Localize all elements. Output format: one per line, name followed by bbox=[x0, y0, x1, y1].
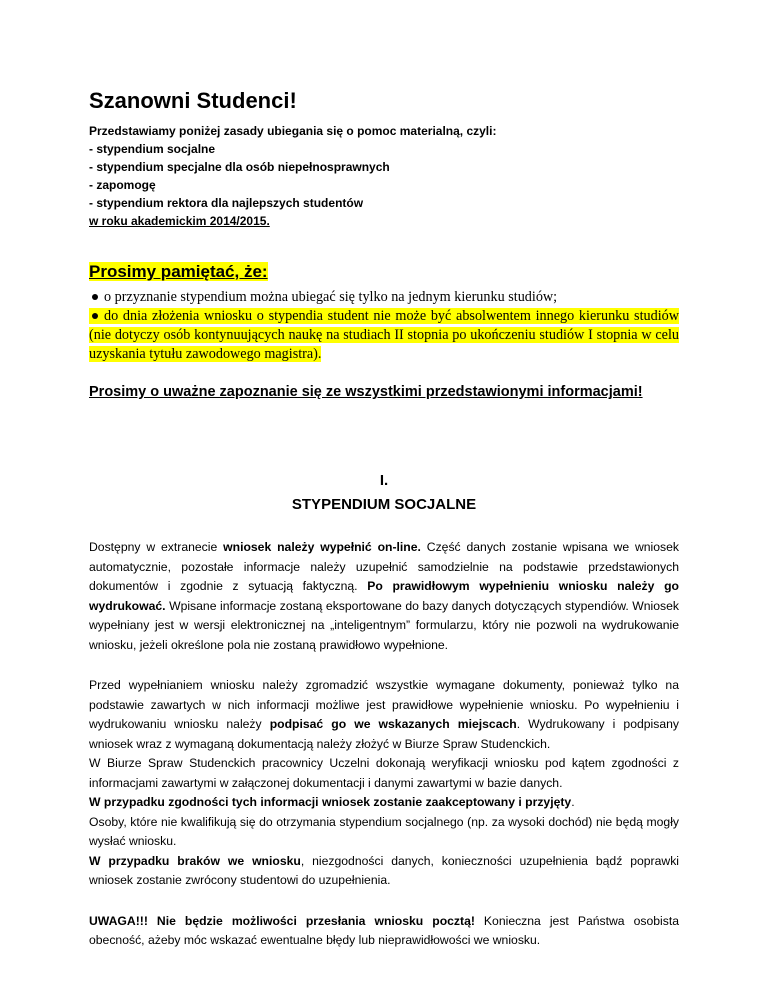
intro-lead: Przedstawiamy poniżej zasady ubiegania się o pomoc materialną, czyli: bbox=[89, 124, 497, 138]
section-title: STYPENDIUM SOCJALNE bbox=[291, 496, 477, 513]
text-run: Część danych zostanie wpisana we wniosek automatycznie, pozostałe informacje należy uzupełnić samodzielnie na podstawie przedstawionych dokumentów i zgodnie z sytuacją faktyczną. bbox=[89, 540, 680, 593]
bullet-icon bbox=[92, 294, 98, 300]
intro-item: - stypendium socjalne bbox=[89, 142, 216, 156]
intro-item: - stypendium specjalne dla osób niepełnosprawnych bbox=[89, 160, 390, 174]
text-run-bold: W przypadku braków we wniosku bbox=[89, 853, 301, 868]
text-run: Dostępny w extranecie bbox=[89, 540, 224, 554]
remember-heading bbox=[89, 260, 679, 284]
document-content bbox=[89, 86, 679, 963]
remember-list bbox=[89, 288, 679, 364]
remember-heading-text: Prosimy pamiętać, że: bbox=[89, 262, 268, 281]
page-title: Szanowni Studenci! bbox=[89, 88, 297, 113]
text-run: . bbox=[571, 795, 575, 809]
text-line-wrap bbox=[89, 793, 679, 813]
text-line: W Biurze Spraw Studenckich pracownicy Uczelni dokonają weryfikacji wniosku pod kątem zgodności z informacjami zawartymi w załączonej dokumentacji i danymi zawartymi w bazie danych. bbox=[89, 756, 679, 790]
intro-item: - stypendium rektora dla najlepszych studentów bbox=[89, 196, 364, 210]
text-line-wrap bbox=[89, 852, 679, 891]
bullet-text: do dnia złożenia wniosku o stypendia student nie może być absolwentem innego kierunku studiów (nie dotyczy osób kontynuujących naukę na studiach II stopnia po ukończeniu studiów I stopnia w celu uzyskania tytułu zawodowego magistra). bbox=[89, 308, 679, 362]
list-item bbox=[89, 288, 679, 307]
paragraph-warning bbox=[89, 912, 679, 951]
academic-year: w roku akademickim 2014/2015. bbox=[89, 214, 270, 228]
text-run: Konieczna jest Państwa osobista obecność, ażeby móc wskazać ewentualne błędy lub nieprawidłowości we wniosku. bbox=[89, 913, 679, 947]
section-number: I. bbox=[379, 472, 389, 489]
intro-block bbox=[89, 122, 679, 230]
intro-item: - zapomogę bbox=[89, 178, 156, 192]
paragraph-documents bbox=[89, 676, 679, 891]
text-run-bold: podpisać go we wskazanych miejscach bbox=[269, 717, 517, 731]
text-line: Osoby, które nie kwalifikują się do otrzymania stypendium socjalnego (np. za wysoki dochód) nie będą mogły wysłać wniosku. bbox=[89, 814, 679, 848]
text-run: . Wydrukowany i podpisany wniosek wraz z wymaganą dokumentacją należy złożyć w Biurze Spraw Studenckich. bbox=[89, 717, 679, 751]
text-run: , niezgodności danych, konieczności uzupełnienia bądź poprawki wniosek zostanie zwrócony studentowi do uzupełnienia. bbox=[89, 853, 679, 887]
text-run: Przed wypełnianiem wniosku należy zgromadzić wszystkie wymagane dokumenty, ponieważ tylko na podstawie zawartych w nich informacji możliwe jest prawidłowe wypełnienie wniosku. Po wypełnieniu i wydrukowaniu wniosku należy bbox=[89, 678, 679, 731]
text-run-bold: W przypadku zgodności tych informacji wniosek zostanie zaakceptowany i przyjęty bbox=[89, 795, 572, 809]
attention-notice: Prosimy o uważne zapoznanie się ze wszystkimi przedstawionymi informacjami! bbox=[89, 384, 643, 400]
bullet-text: o przyznanie stypendium można ubiegać się tylko na jednym kierunku studiów; bbox=[104, 289, 558, 305]
bullet-icon bbox=[92, 313, 98, 319]
text-run: Wpisane informacje zostaną eksportowane do bazy danych dotyczących stypendiów. Wniosek wypełniany jest w wersji elektronicznej na „inteligentnym” formularzu, który nie pozwoli na wydrukowanie wniosku, jeżeli określone pola nie zostaną prawidłowo wypełnione. bbox=[89, 598, 679, 652]
list-item bbox=[89, 307, 679, 364]
text-run-bold: Po prawidłowym wypełnieniu wniosku należy go wydrukować. bbox=[89, 579, 679, 613]
text-run-bold: UWAGA!!! Nie będzie możliwości przesłania wniosku pocztą! bbox=[89, 913, 475, 928]
paragraph-online-form bbox=[89, 538, 679, 655]
text-run-bold: wniosek należy wypełnić on-line. bbox=[223, 540, 421, 554]
